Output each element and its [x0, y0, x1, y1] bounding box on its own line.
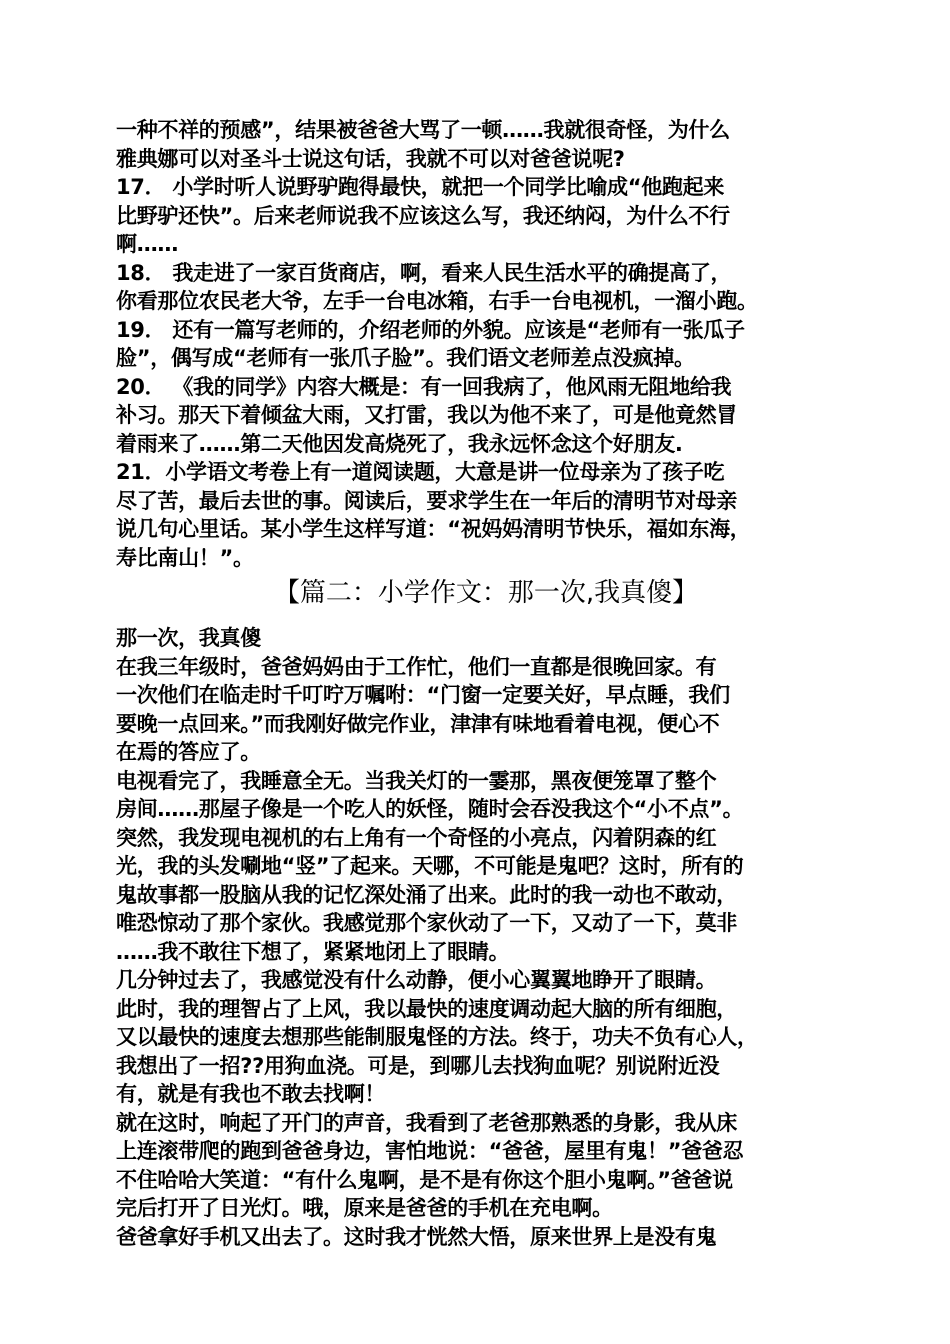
text-line: 着雨来了……第二天他因发高烧死了，我永远怀念这个好朋友.	[116, 431, 683, 456]
section-heading: 【篇二：小学作文：那一次,我真傻】	[273, 578, 699, 608]
text-line: 在我三年级时，爸爸妈妈由于工作忙，他们一直都是很晚回家。有	[116, 654, 717, 679]
text-line: 房间……那屋子像是一个吃人的妖怪，随时会吞没我这个“小不点”。	[116, 797, 744, 821]
text-line: 就在这时，响起了开门的声音，我看到了老爸那熟悉的身影，我从床	[116, 1110, 737, 1135]
text-line: 此时，我的理智占了上风，我以最快的速度调动起大脑的所有细胞，	[116, 996, 737, 1021]
text-line: 一次他们在临走时千叮咛万嘱咐：“门窗一定要关好，早点睡，我们	[116, 683, 730, 707]
text-line: 鬼故事都一股脑从我的记忆深处涌了出来。此时的我一动也不敢动，	[116, 882, 737, 907]
text-line: 电视看完了，我睡意全无。当我关灯的一霎那，黑夜便笼罩了整个	[116, 768, 717, 793]
text-line: 脸”，偶写成“老师有一张爪子脸”。我们语文老师差点没疯掉。	[116, 346, 695, 370]
section-two	[116, 624, 856, 1251]
text-line: 尽了苦，最后去世的事。阅读后，要求学生在一年后的清明节对母亲	[116, 488, 737, 513]
text-line: 寿比南山！”。	[116, 545, 254, 570]
text-line: 我想出了一招??用狗血浇。可是，到哪儿去找狗血呢？别说附近没	[116, 1053, 720, 1078]
text-line: 20． 《我的同学》内容大概是：有一回我病了，他风雨无阻地给我	[116, 374, 732, 399]
text-line: 补习。那天下着倾盆大雨，又打雷，我以为他不来了，可是他竟然冒	[116, 403, 737, 427]
text-line: 说几句心里话。某小学生这样写道：“祝妈妈清明节快乐，福如东海，	[116, 517, 751, 541]
text-line: 比野驴还快”。后来老师说我不应该这么写，我还纳闷，为什么不行	[116, 203, 730, 228]
text-line: 21．小学语文考卷上有一道阅读题，大意是讲一位母亲为了孩子吃	[116, 460, 725, 484]
text-line: 不住哈哈大笑道：“有什么鬼啊，是不是有你这个胆小鬼啊。”爸爸说	[116, 1167, 733, 1192]
document-page	[116, 116, 856, 1251]
text-line: ……我不敢往下想了，紧紧地闭上了眼睛。	[116, 939, 510, 964]
text-line: 一种不祥的预感”，结果被爸爸大骂了一顿……我就很奇怪，为什么	[116, 118, 730, 142]
essay-title: 那一次，我真傻	[116, 626, 261, 650]
text-line: 雅典娜可以对圣斗士说这句话，我就不可以对爸爸说呢?	[116, 146, 625, 171]
text-line: 19． 还有一篇写老师的，介绍老师的外貌。应该是“老师有一张瓜子	[116, 317, 745, 342]
text-line: 17． 小学时听人说野驴跑得最快，就把一个同学比喻成“他跑起来	[116, 175, 725, 199]
text-line: 光，我的头发唰地“竖”了起来。天哪，不可能是鬼吧？这时，所有的	[116, 854, 744, 878]
text-line: 突然，我发现电视机的右上角有一个奇怪的小亮点，闪着阴森的红	[116, 825, 717, 850]
text-line: 18． 我走进了一家百货商店，啊，看来人民生活水平的确提高了，	[116, 260, 732, 285]
text-line: 在焉的答应了。	[116, 740, 261, 764]
section-one	[116, 116, 856, 572]
text-line: 完后打开了日光灯。哦，原来是爸爸的手机在充电啊。	[116, 1196, 613, 1220]
text-line: 爸爸拿好手机又出去了。这时我才恍然大悟，原来世界上是没有鬼	[116, 1224, 717, 1249]
text-line: 要晚一点回来。”而我刚好做完作业，津津有味地看着电视，便心不	[116, 711, 720, 736]
text-line: 有，就是有我也不敢去找啊！	[116, 1082, 386, 1106]
text-line: 又以最快的速度去想那些能制服鬼怪的方法。终于，功夫不负有心人，	[116, 1025, 758, 1049]
text-line: 啊……	[116, 232, 179, 256]
text-line: 几分钟过去了，我感觉没有什么动静，便小心翼翼地睁开了眼睛。	[116, 968, 717, 992]
text-line: 上连滚带爬的跑到爸爸身边，害怕地说：“爸爸，屋里有鬼！”爸爸忍	[116, 1139, 744, 1163]
text-line: 唯恐惊动了那个家伙。我感觉那个家伙动了一下，又动了一下，莫非	[116, 911, 737, 935]
text-line: 你看那位农民老大爷，左手一台电冰箱，右手一台电视机，一溜小跑。	[116, 289, 758, 313]
